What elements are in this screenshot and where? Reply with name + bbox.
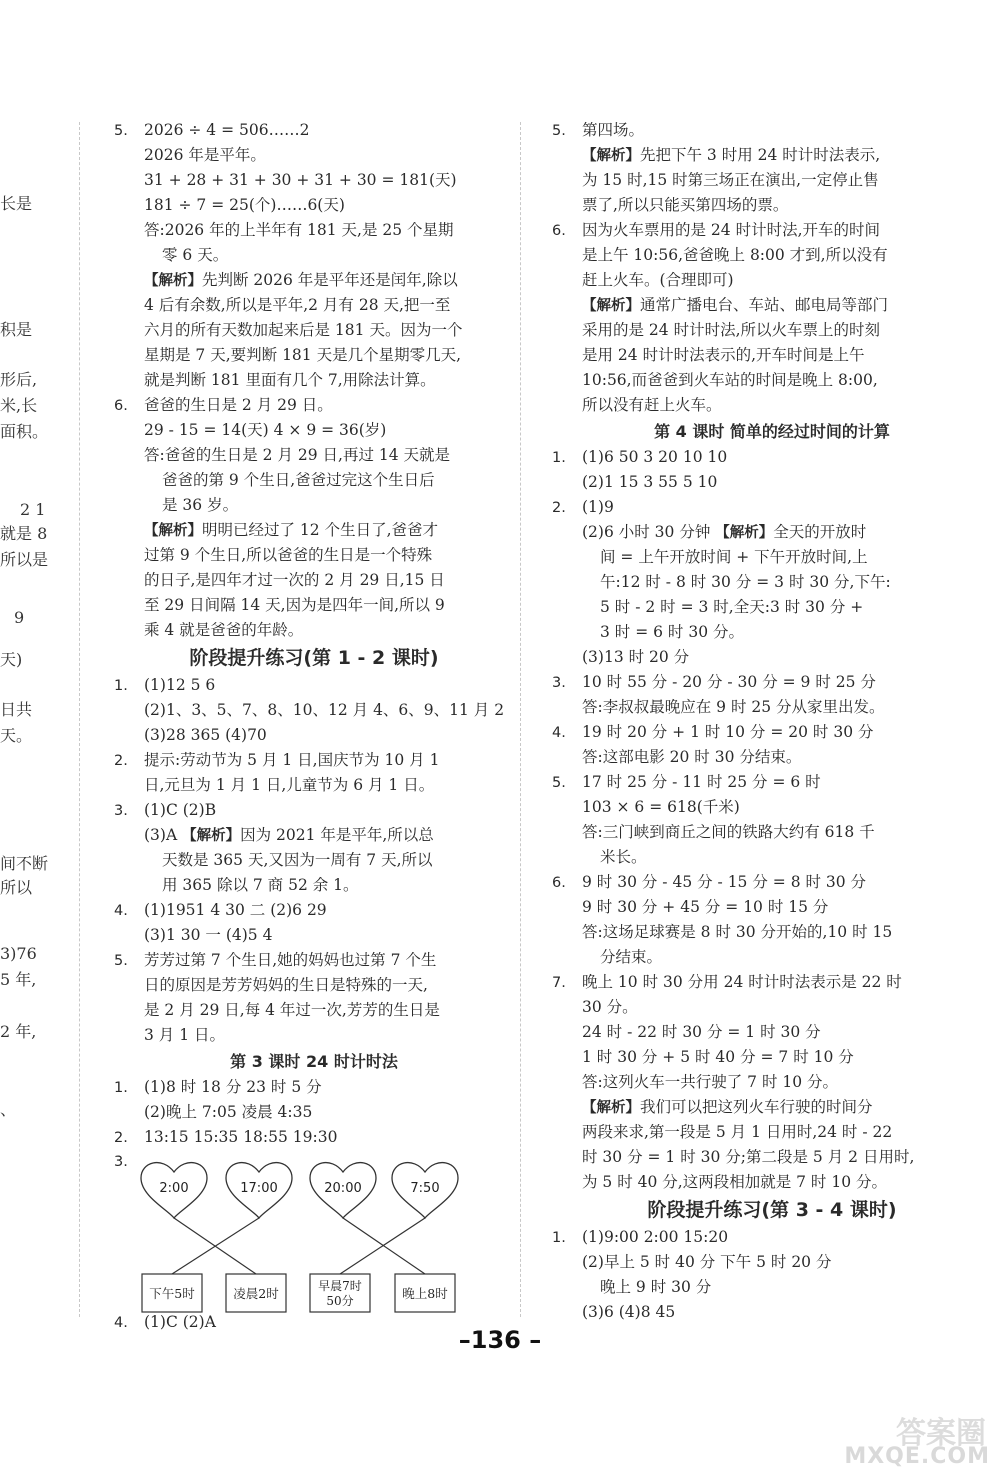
answer-text: 第四场。 [582, 121, 645, 139]
column-divider [520, 122, 521, 1317]
question-number: 4. [114, 903, 128, 919]
question-number: 1. [114, 1080, 128, 1096]
answer-line: (3)1 30 一 (4)5 4 [144, 926, 273, 944]
analysis-text: 全天的开放时 [773, 523, 867, 541]
question-line [114, 798, 514, 823]
answer-line: 日,元旦为 1 月 1 日,儿童节为 6 月 1 日。 [144, 776, 435, 794]
time-box-label-line: 早晨7时 [318, 1279, 362, 1293]
matching-diagram [114, 1150, 514, 1315]
answer-line: 采用的是 24 时计时法,所以火车票上的时刻 [582, 321, 881, 339]
answer-text: 19 时 20 分 + 1 时 10 分 = 20 时 30 分 [582, 723, 874, 741]
analysis-line [114, 268, 514, 293]
clipped-text-fragment: 天) [0, 650, 23, 669]
question-number: 1. [552, 450, 566, 466]
answer-line: 是上午 10:56,爸爸晚上 8:00 才到,所以没有 [582, 246, 888, 264]
question-number: 5. [552, 775, 566, 791]
question-line [552, 970, 992, 995]
answer-line: 午:12 时 - 8 时 30 分 = 3 时 30 分,下午: [600, 573, 891, 591]
heart-time: 7:50 [410, 1181, 440, 1196]
answer-line: 答:三门峡到商丘之间的铁路大约有 618 千 [582, 823, 875, 841]
question-line [552, 870, 992, 895]
answer-text: 因为火车票用的是 24 时计时法,开车的时间 [582, 221, 881, 239]
heart-time: 20:00 [324, 1181, 362, 1196]
question-number: 6. [114, 398, 128, 414]
analysis-text: 明明已经过了 12 个生日了,爸爸才 [202, 521, 439, 539]
answer-text: 爸爸的生日是 2 月 29 日。 [144, 396, 333, 414]
section-heading: 阶段提升练习(第 1 - 2 课时) [189, 647, 439, 669]
answer-line: 答:这部电影 20 时 30 分结束。 [582, 748, 802, 766]
clipped-text-fragment: 9 [14, 608, 25, 627]
clipped-text-fragment: 所以是 [0, 550, 49, 569]
clipped-text-fragment: 2 年, [0, 1022, 37, 1041]
question-number: 5. [114, 123, 128, 139]
answer-line: 是 2 月 29 日,每 4 年过一次,芳芳的生日是 [144, 1001, 440, 1019]
answer-text: (1)9 [582, 498, 614, 516]
section-heading: 阶段提升练习(第 3 - 4 课时) [647, 1199, 897, 1221]
answer-line: 为 15 时,15 时第三场正在演出,一定停止售 [582, 171, 879, 189]
clipped-text-fragment: 2 1 [20, 500, 46, 519]
answer-text: (1)6 50 3 20 10 10 [582, 448, 728, 466]
clipped-text-fragment: 天。 [0, 726, 33, 745]
answer-text: (1)C (2)B [144, 801, 217, 819]
clipped-text-fragment: 5 年, [0, 970, 37, 989]
answer-line: 星期是 7 天,要判断 181 天是几个星期零几天, [144, 346, 462, 364]
analysis-line [552, 520, 992, 545]
answer-text: 晚上 10 时 30 分用 24 时计时法表示是 22 时 [582, 973, 902, 991]
answer-text: 9 时 30 分 - 45 分 - 15 分 = 8 时 30 分 [582, 873, 867, 891]
answer-line: 票了,所以只能买第四场的票。 [582, 196, 789, 214]
analysis-text: 我们可以把这列火车行驶的时间分 [640, 1098, 873, 1116]
answer-line: 用 365 除以 7 商 52 余 1。 [162, 876, 359, 894]
answer-line: 31 + 28 + 31 + 30 + 31 + 30 = 181(天) [144, 171, 457, 189]
time-box-label: 下午5时 [149, 1286, 195, 1301]
answer-line: 过第 9 个生日,所以爸爸的生日是一个特殊 [144, 546, 433, 564]
question-line [114, 948, 514, 973]
answer-text: (1)1951 4 30 二 (2)6 29 [144, 901, 327, 919]
analysis-tag: 【解析】 [582, 148, 640, 164]
watermark [800, 1408, 990, 1468]
answer-text: (2)6 小时 30 分钟 [582, 523, 716, 541]
answer-line: (2)1 15 3 55 5 10 [582, 473, 718, 491]
answer-line: 爸爸的第 9 个生日,爸爸过完这个生日后 [162, 471, 435, 489]
answer-line: 的日子,是四年才过一次的 2 月 29 日,15 日 [144, 571, 445, 589]
question-number: 6. [552, 223, 566, 239]
analysis-line [114, 518, 514, 543]
answer-text: (1)8 时 18 分 23 时 5 分 [144, 1078, 322, 1096]
question-line [114, 748, 514, 773]
question-number: 4. [114, 1315, 128, 1331]
answer-line: 乘 4 就是爸爸的年龄。 [144, 621, 304, 639]
clipped-text-fragment: 、 [0, 1100, 17, 1119]
question-number: 1. [552, 1230, 566, 1246]
question-line [114, 1075, 514, 1100]
question-number: 5. [114, 953, 128, 969]
answer-line: (2)晚上 7:05 凌晨 4:35 [144, 1103, 313, 1121]
answer-line: 4 后有余数,所以是平年,2 月有 28 天,把一至 [144, 296, 451, 314]
watermark-site: MXQE.COM [844, 1444, 990, 1469]
question-number: 6. [552, 875, 566, 891]
answer-line: 为 5 时 40 分,这两段相加就是 7 时 10 分。 [582, 1173, 888, 1191]
answer-line: 3 月 1 日。 [144, 1026, 226, 1044]
answer-column-middle [114, 118, 514, 1335]
answer-line: 至 29 日间隔 14 天,因为是四年一间,所以 9 [144, 596, 445, 614]
clipped-text-fragment: 就是 8 [0, 524, 48, 543]
analysis-tag: 【解析】 [582, 1100, 640, 1116]
column-divider [79, 122, 80, 1317]
clipped-text-fragment: 3)76 [0, 944, 37, 963]
answer-text: 提示:劳动节为 5 月 1 日,国庆节为 10 月 1 [144, 751, 440, 769]
answer-line: 零 6 天。 [162, 246, 229, 264]
analysis-line [114, 823, 514, 848]
answer-line: (2)早上 5 时 40 分 下午 5 时 20 分 [582, 1253, 832, 1271]
matching-figure [114, 1150, 514, 1310]
answer-line: 9 时 30 分 + 45 分 = 10 时 15 分 [582, 898, 829, 916]
clipped-text-fragment: 长是 [0, 194, 33, 213]
heart-time: 17:00 [240, 1181, 278, 1196]
answer-line: 29 - 15 = 14(天) 4 × 9 = 36(岁) [144, 421, 387, 439]
question-number: 3. [552, 675, 566, 691]
answer-text: (1)C (2)A [144, 1313, 216, 1331]
answer-text: 芳芳过第 7 个生日,她的妈妈也过第 7 个生 [144, 951, 437, 969]
time-box-label-line: 50分 [326, 1294, 354, 1308]
answer-line: 10:56,而爸爸到火车站的时间是晚上 8:00, [582, 371, 878, 389]
analysis-text: 因为 2021 年是平年,所以总 [240, 826, 434, 844]
question-line [114, 118, 514, 143]
answer-line: 1 时 30 分 + 5 时 40 分 = 7 时 10 分 [582, 1048, 854, 1066]
answer-line: (3)6 (4)8 45 [582, 1303, 676, 1321]
answer-line: (3)28 365 (4)70 [144, 726, 267, 744]
question-line [552, 1225, 992, 1250]
question-line [552, 770, 992, 795]
answer-text: (1)12 5 6 [144, 676, 216, 694]
answer-line: 米长。 [600, 848, 647, 866]
analysis-line [552, 1095, 992, 1120]
answer-line: 天数是 365 天,又因为一周有 7 天,所以 [162, 851, 433, 869]
analysis-tag: 【解析】 [144, 273, 202, 289]
answer-text: 17 时 25 分 - 11 时 25 分 = 6 时 [582, 773, 821, 791]
answer-text: (1)9:00 2:00 15:20 [582, 1228, 729, 1246]
answer-line: 24 时 - 22 时 30 分 = 1 时 30 分 [582, 1023, 821, 1041]
clipped-text-fragment: 米,长 [0, 396, 38, 415]
lesson-heading: 第 3 课时 24 时计时法 [230, 1052, 398, 1071]
answer-line: 六月的所有天数加起来后是 181 天。因为一个 [144, 321, 463, 339]
answer-line: 答:2026 年的上半年有 181 天,是 25 个星期 [144, 221, 454, 239]
answer-line: 两段来求,第一段是 5 月 1 日用时,24 时 - 22 [582, 1123, 893, 1141]
answer-line: 103 × 6 = 618(千米) [582, 798, 740, 816]
answer-line: 答:李叔叔最晚应在 9 时 25 分从家里出发。 [582, 698, 885, 716]
answer-line: 答:这场足球赛是 8 时 30 分开始的,10 时 15 [582, 923, 893, 941]
analysis-tag: 【解析】 [182, 828, 241, 844]
analysis-text: 通常广播电台、车站、邮电局等部门 [640, 296, 889, 314]
question-line [552, 670, 992, 695]
question-number: 3. [114, 803, 128, 819]
watermark-logo: 答案圈 [896, 1416, 986, 1451]
answer-text: (3)A [144, 826, 183, 844]
time-box-label: 晚上8时 [402, 1286, 448, 1301]
question-line [552, 218, 992, 243]
answer-line: 30 分。 [582, 998, 638, 1016]
answer-line: (2)1、3、5、7、8、10、12 月 4、6、9、11 月 2 [144, 701, 505, 719]
answer-line: 时 30 分 = 1 时 30 分;第二段是 5 月 2 日用时, [582, 1148, 915, 1166]
question-line [114, 1125, 514, 1150]
answer-line: 日的原因是芳芳妈妈的生日是特殊的一天, [144, 976, 428, 994]
analysis-tag: 【解析】 [582, 298, 640, 314]
answer-line: 2026 年是平年。 [144, 146, 266, 164]
answer-line: 答:爸爸的生日是 2 月 29 日,再过 14 天就是 [144, 446, 451, 464]
answer-line: 3 时 = 6 时 30 分。 [600, 623, 744, 641]
question-number: 3. [114, 1154, 128, 1170]
answer-line: 就是判断 181 里面有几个 7,用除法计算。 [144, 371, 436, 389]
question-number: 4. [552, 725, 566, 741]
question-line [114, 673, 514, 698]
answer-line: 答:这列火车一共行驶了 7 时 10 分。 [582, 1073, 839, 1091]
answer-line: 间 = 上午开放时间 + 下午开放时间,上 [600, 548, 868, 566]
answer-column-right [552, 118, 992, 1325]
answer-line: 是 36 岁。 [162, 496, 239, 514]
answer-line: (3)13 时 20 分 [582, 648, 690, 666]
clipped-text-fragment: 间不断 [0, 854, 49, 873]
question-line [552, 118, 992, 143]
page-number: –136 – [458, 1326, 542, 1354]
question-number: 2. [114, 753, 128, 769]
question-number: 2. [552, 500, 566, 516]
analysis-line [552, 143, 992, 168]
analysis-text: 先把下午 3 时用 24 时计时法表示, [640, 146, 881, 164]
question-number: 7. [552, 975, 566, 991]
answer-line: 是用 24 时计时法表示的,开车时间是上午 [582, 346, 865, 364]
question-line [552, 720, 992, 745]
question-line [552, 445, 992, 470]
match-line [172, 1218, 259, 1274]
time-box-label: 凌晨2时 [233, 1286, 279, 1301]
question-line [552, 495, 992, 520]
lesson-heading: 第 4 课时 简单的经过时间的计算 [654, 422, 890, 441]
answer-text: 2026 ÷ 4 = 506……2 [144, 121, 310, 139]
clipped-text-fragment: 日共 [0, 700, 33, 719]
question-number: 1. [114, 678, 128, 694]
answer-line: 分结束。 [600, 948, 663, 966]
question-line [114, 898, 514, 923]
question-number: 5. [552, 123, 566, 139]
answer-line: 5 时 - 2 时 = 3 时,全天:3 时 30 分 + [600, 598, 864, 616]
clipped-text-fragment: 形后, [0, 370, 38, 389]
question-line [114, 393, 514, 418]
answer-line: 赶上火车。(合理即可) [582, 271, 734, 289]
answer-line: 所以没有赶上火车。 [582, 396, 722, 414]
answer-line: 181 ÷ 7 = 25(个)……6(天) [144, 196, 345, 214]
question-number: 2. [114, 1130, 128, 1146]
analysis-text: 先判断 2026 年是平年还是闰年,除以 [202, 271, 458, 289]
heart-time: 2:00 [159, 1181, 189, 1196]
answer-line: 晚上 9 时 30 分 [600, 1278, 712, 1296]
answer-text: 10 时 55 分 - 20 分 - 30 分 = 9 时 25 分 [582, 673, 876, 691]
clipped-text-fragment: 积是 [0, 320, 33, 339]
analysis-tag: 【解析】 [715, 525, 774, 541]
clipped-text-fragment: 面积。 [0, 422, 49, 441]
analysis-line [552, 293, 992, 318]
analysis-tag: 【解析】 [144, 523, 202, 539]
answer-text: 13:15 15:35 18:55 19:30 [144, 1128, 338, 1146]
clipped-text-fragment: 所以 [0, 878, 33, 897]
